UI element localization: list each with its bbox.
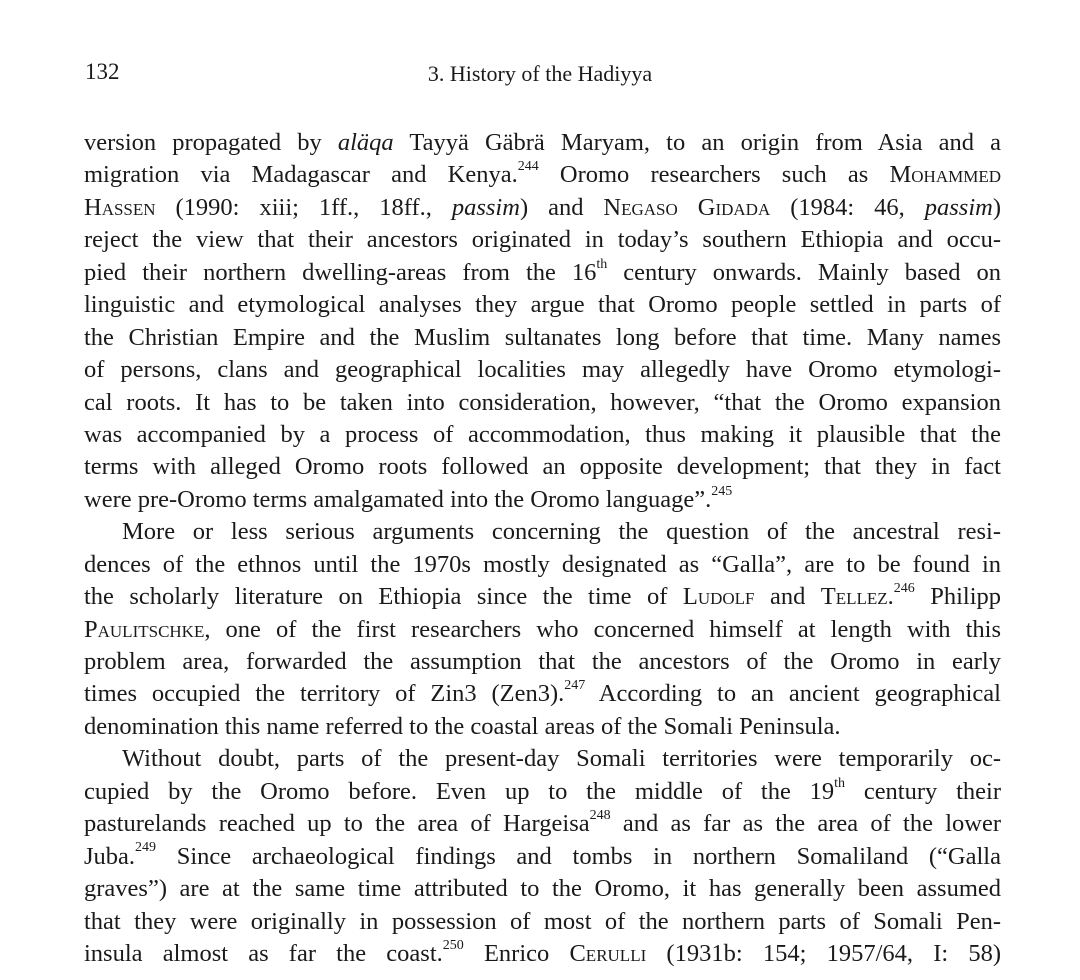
- text-line: [84, 743, 1001, 775]
- text-segment: times occupied the territory of Zin3 (Zen3).: [84, 680, 565, 708]
- text-segment: problem area, forwarded the assumption that the ancestors of the Oromo in early: [84, 648, 1001, 675]
- text-line: [84, 873, 1001, 905]
- text-line: [84, 451, 1001, 483]
- text-line: [84, 776, 1001, 808]
- text-segment: Juba.: [84, 842, 136, 870]
- text-segment: the scholarly literature on Ethiopia since the time of: [84, 583, 683, 611]
- text-segment: dences of the ethnos until the 1970s mostly designated as “Galla”, are to be found in: [84, 550, 1001, 578]
- footnote-ref: th: [596, 256, 608, 272]
- text-line: [84, 646, 1001, 678]
- text-line: [84, 808, 1001, 840]
- small-caps-name: Negaso Gidada: [603, 193, 771, 221]
- text-segment: the Christian Empire and the Muslim sultanates long before that time. Many names: [84, 323, 1001, 351]
- text-segment: Since archaeological findings and tombs in northern Somaliland (“Galla: [156, 842, 1001, 870]
- text-segment: According to an ancient geographical: [585, 680, 1001, 708]
- italic-text: passim: [924, 193, 993, 221]
- small-caps-name: Paulitschke: [84, 615, 205, 643]
- footnote-ref: th: [834, 775, 846, 791]
- footnote-ref: 244: [517, 159, 539, 175]
- page-number: 132: [85, 59, 120, 84]
- text-segment: terms with alleged Oromo roots followed an opposite development; that they in fact: [84, 453, 1001, 481]
- text-line: [84, 159, 1001, 191]
- text-segment: century their: [845, 777, 1001, 805]
- small-caps-name: Tellez: [820, 583, 888, 611]
- small-caps-name: Mohammed: [889, 161, 1001, 189]
- text-segment: (1990: xiii; 1ff., 18ff.,: [155, 193, 452, 221]
- text-line: [84, 938, 1001, 970]
- text-segment: linguistic and etymological analyses they argue that Oromo people settled in parts of: [84, 291, 1001, 319]
- small-caps-name: Ludolf: [682, 583, 755, 611]
- text-segment: More or less serious arguments concerning the question of the ancestral resi-: [122, 518, 1001, 546]
- text-line: [84, 516, 1001, 548]
- text-segment: and as far as the area of the lower: [610, 810, 1002, 838]
- text-line: [84, 322, 1001, 354]
- italic-text: aläqa: [337, 129, 394, 156]
- text-segment: ): [992, 193, 1001, 221]
- text-segment: ) and: [519, 193, 604, 221]
- text-segment: version propagated by: [84, 129, 338, 156]
- text-segment: century onwards. Mainly based on: [607, 258, 1001, 286]
- text-line: [84, 678, 1001, 710]
- small-caps-name: Hassen: [84, 193, 156, 221]
- text-segment: was accompanied by a process of accommodation, thus making it plausible that the: [84, 420, 1001, 448]
- text-line: [84, 127, 1001, 159]
- footnote-ref: 247: [564, 678, 586, 694]
- text-line: [84, 711, 1001, 743]
- running-head: 3. History of the Hadiyya: [427, 61, 653, 86]
- text-segment: migration via Madagascar and Kenya.: [84, 161, 518, 189]
- text-line: [84, 224, 1001, 256]
- text-segment: insula almost as far the coast.: [84, 939, 443, 967]
- text-segment: Enrico: [463, 939, 570, 967]
- text-segment: and: [754, 583, 821, 611]
- text-line: [84, 257, 1001, 289]
- text-segment: cupied by the Oromo before. Even up to the middle of the 19: [84, 777, 835, 805]
- footnote-ref: 248: [589, 808, 611, 824]
- text-segment: .: [887, 583, 894, 611]
- text-segment: graves”) are at the same time attributed to the Oromo, it has generally been assumed: [84, 875, 1001, 903]
- text-segment: (1931b: 154; 1957/64, I: 58): [646, 939, 1001, 967]
- text-line: [84, 192, 1001, 224]
- footnote-ref: 245: [711, 483, 733, 499]
- text-segment: were pre-Oromo terms amalgamated into the Oromo language”.: [84, 485, 712, 513]
- footnote-ref: 246: [893, 580, 915, 596]
- text-line: [84, 354, 1001, 386]
- text-segment: Without doubt, parts of the present-day Somali territories were temporarily oc-: [122, 745, 1001, 773]
- text-segment: reject the view that their ancestors originated in today’s southern Ethiopia and occu-: [84, 226, 1001, 254]
- text-line: [84, 387, 1001, 419]
- footnote-ref: 249: [135, 840, 157, 856]
- text-line: [84, 549, 1001, 581]
- text-segment: Tayyä Gäbrä Maryam, to an origin from Asia and a: [393, 129, 1001, 156]
- footnote-ref: 250: [442, 937, 464, 953]
- text-segment: that they were originally in possession of most of the northern parts of Somali Pen-: [84, 907, 1001, 935]
- text-line: [84, 289, 1001, 321]
- text-segment: of persons, clans and geographical localities may allegedly have Oromo etymologi-: [84, 356, 1001, 384]
- text-segment: cal roots. It has to be taken into consideration, however, “that the Oromo expansion: [84, 388, 1001, 416]
- text-segment: Oromo researchers such as: [538, 161, 890, 189]
- text-segment: Philipp: [914, 583, 1002, 611]
- text-segment: denomination this name referred to the coastal areas of the Somali Peninsula.: [84, 712, 841, 740]
- text-line: [84, 614, 1001, 646]
- text-line: [84, 906, 1001, 938]
- text-segment: pied their northern dwelling-areas from the 16: [84, 258, 597, 286]
- text-line: [84, 581, 1001, 613]
- small-caps-name: Cerulli: [569, 939, 647, 967]
- text-segment: , one of the first researchers who concerned himself at length with this: [204, 615, 1001, 643]
- body-text: [84, 127, 1001, 970]
- text-segment: pasturelands reached up to the area of Hargeisa: [84, 810, 590, 838]
- text-segment: (1984: 46,: [770, 193, 925, 221]
- text-line: [84, 841, 1001, 873]
- text-line: [84, 484, 1001, 516]
- italic-text: passim: [451, 193, 520, 221]
- text-line: [84, 419, 1001, 451]
